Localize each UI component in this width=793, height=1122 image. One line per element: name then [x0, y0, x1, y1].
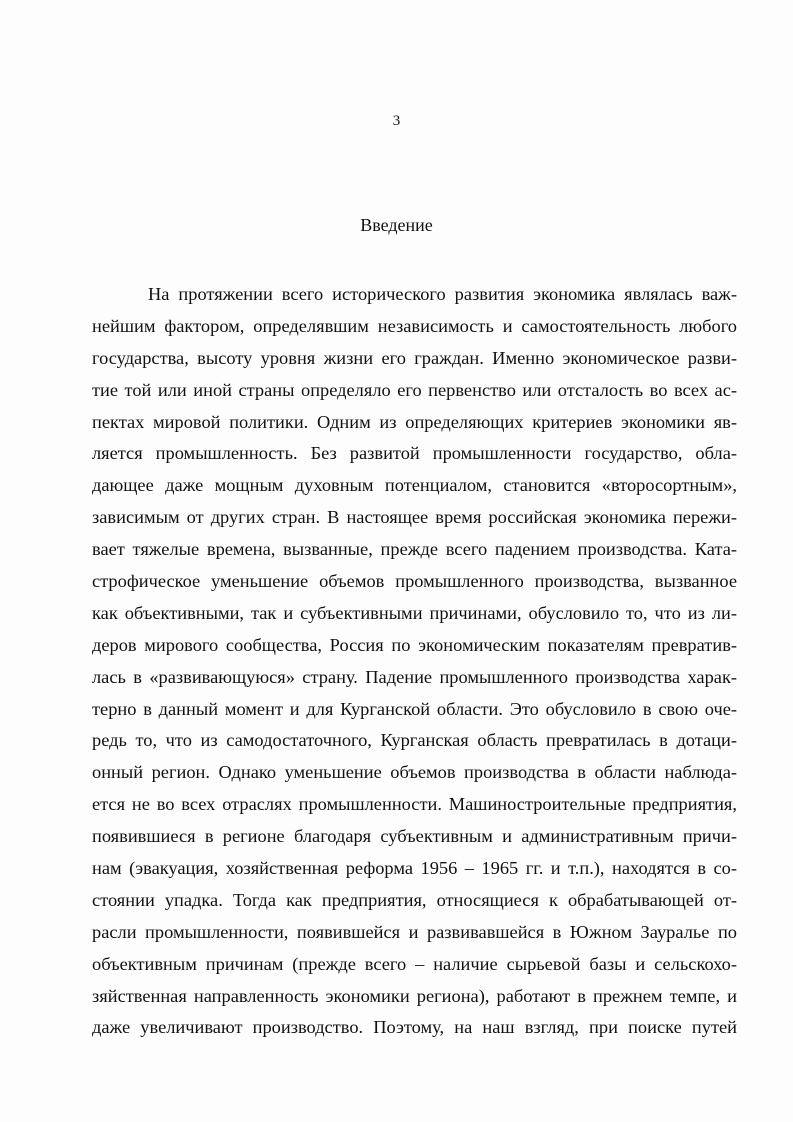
- text-line: редь то, что из самодостаточного, Курганская область превратилась в дотаци-: [92, 730, 737, 751]
- text-line: строфическое уменьшение объемов промышленного производства, вызванное: [92, 571, 737, 592]
- section-heading: Введение: [360, 215, 433, 235]
- text-line: ляется промышленность. Без развитой промышленности государство, обла-: [92, 443, 737, 464]
- text-line: государства, высоту уровня жизни его граждан. Именно экономическое разви-: [92, 347, 737, 368]
- text-line: вает тяжелые времена, вызванные, прежде всего падением производства. Ката-: [92, 539, 737, 560]
- text-line: дающее даже мощным духовным потенциалом, становится «второсортным»,: [92, 475, 737, 496]
- text-line: зяйственная направленность экономики региона), работают в прежнем темпе, и: [92, 985, 737, 1006]
- text-line: пектах мировой политики. Одним из определяющих критериев экономики яв-: [92, 411, 737, 432]
- text-line: На протяжении всего исторического развития экономика являлась важ-: [148, 284, 737, 304]
- text-line: расли промышленности, появившейся и развивавшейся в Южном Зауралье по: [92, 921, 737, 942]
- text-line: как объективными, так и субъективными причинами, обусловило то, что из ли-: [92, 602, 737, 623]
- text-line: онный регион. Однако уменьшение объемов производства в области наблюда-: [92, 762, 737, 783]
- body-paragraph: [92, 279, 737, 1044]
- text-line: нейшим фактором, определявшим независимость и самостоятельность любого: [92, 315, 737, 336]
- page-number: 3: [392, 113, 401, 129]
- text-line: нам (эвакуация, хозяйственная реформа 1956 – 1965 гг. и т.п.), находятся в со-: [92, 858, 737, 879]
- text-line: тие той или иной страны определяло его первенство или отсталость во всех ас-: [92, 379, 737, 400]
- text-line: стоянии упадка. Тогда как предприятия, относящиеся к обрабатывающей от-: [92, 889, 737, 910]
- text-line: терно в данный момент и для Курганской области. Это обусловило в свою оче-: [92, 698, 737, 719]
- text-line: зависимым от других стран. В настоящее время российская экономика пережи-: [92, 507, 737, 528]
- text-line: ется не во всех отраслях промышленности. Машиностроительные предприятия,: [92, 794, 737, 815]
- text-line: даже увеличивают производство. Поэтому, на наш взгляд, при поиске путей: [92, 1017, 737, 1038]
- text-line: деров мирового сообщества, Россия по экономическим показателям превратив-: [92, 634, 737, 655]
- text-line: лась в «развивающуюся» страну. Падение промышленного производства харак-: [92, 666, 737, 687]
- text-line: появившиеся в регионе благодаря субъективным и административным причи-: [92, 826, 737, 847]
- text-line: объективным причинам (прежде всего – наличие сырьевой базы и сельскохо-: [92, 953, 737, 974]
